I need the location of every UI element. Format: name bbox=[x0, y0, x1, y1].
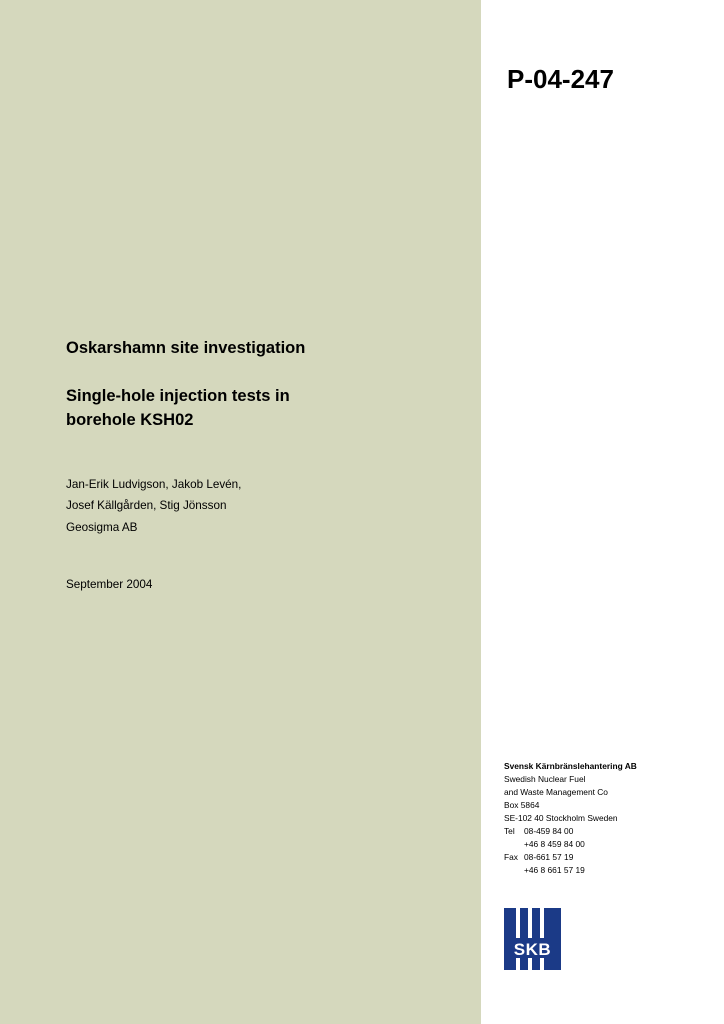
page-title bbox=[66, 385, 456, 433]
publisher-name: Svensk Kärnbränslehantering AB bbox=[504, 761, 637, 771]
page-title-line-1: Single-hole injection tests in bbox=[66, 386, 290, 405]
publisher-address-line-3: Box 5864 bbox=[504, 800, 540, 811]
publisher-address-line-1: Swedish Nuclear Fuel bbox=[504, 774, 586, 785]
skb-logo bbox=[504, 908, 561, 970]
author-line-1: Jan-Erik Ludvigson, Jakob Levén, bbox=[66, 478, 242, 491]
author-affiliation: Geosigma AB bbox=[66, 520, 138, 534]
publisher-address-line-4: SE-102 40 Stockholm Sweden bbox=[504, 813, 618, 824]
telephone-label: Tel bbox=[504, 826, 515, 837]
author-line-2: Josef Källgården, Stig Jönsson bbox=[66, 499, 227, 513]
site-investigation-line: Oskarshamn site investigation bbox=[66, 339, 306, 357]
skb-logo-wordmark: SKB bbox=[513, 940, 552, 959]
title-block bbox=[66, 338, 456, 432]
publisher-address-block bbox=[504, 760, 714, 877]
publisher-telephone-row bbox=[504, 825, 714, 838]
publisher-telephone-international: +46 8 459 84 00 bbox=[524, 839, 585, 850]
publisher-fax-international: +46 8 661 57 19 bbox=[524, 865, 585, 876]
fax-number: 08-661 57 19 bbox=[524, 852, 574, 863]
publisher-address-line-2: and Waste Management Co bbox=[504, 787, 608, 798]
authors-block bbox=[66, 474, 456, 538]
telephone-number: 08-459 84 00 bbox=[524, 826, 574, 837]
page-title-line-2: borehole KSH02 bbox=[66, 410, 194, 429]
publisher-fax-row bbox=[504, 851, 714, 864]
publication-date: September 2004 bbox=[66, 578, 153, 591]
fax-label: Fax bbox=[504, 852, 518, 863]
report-number: P-04-247 bbox=[507, 64, 614, 94]
